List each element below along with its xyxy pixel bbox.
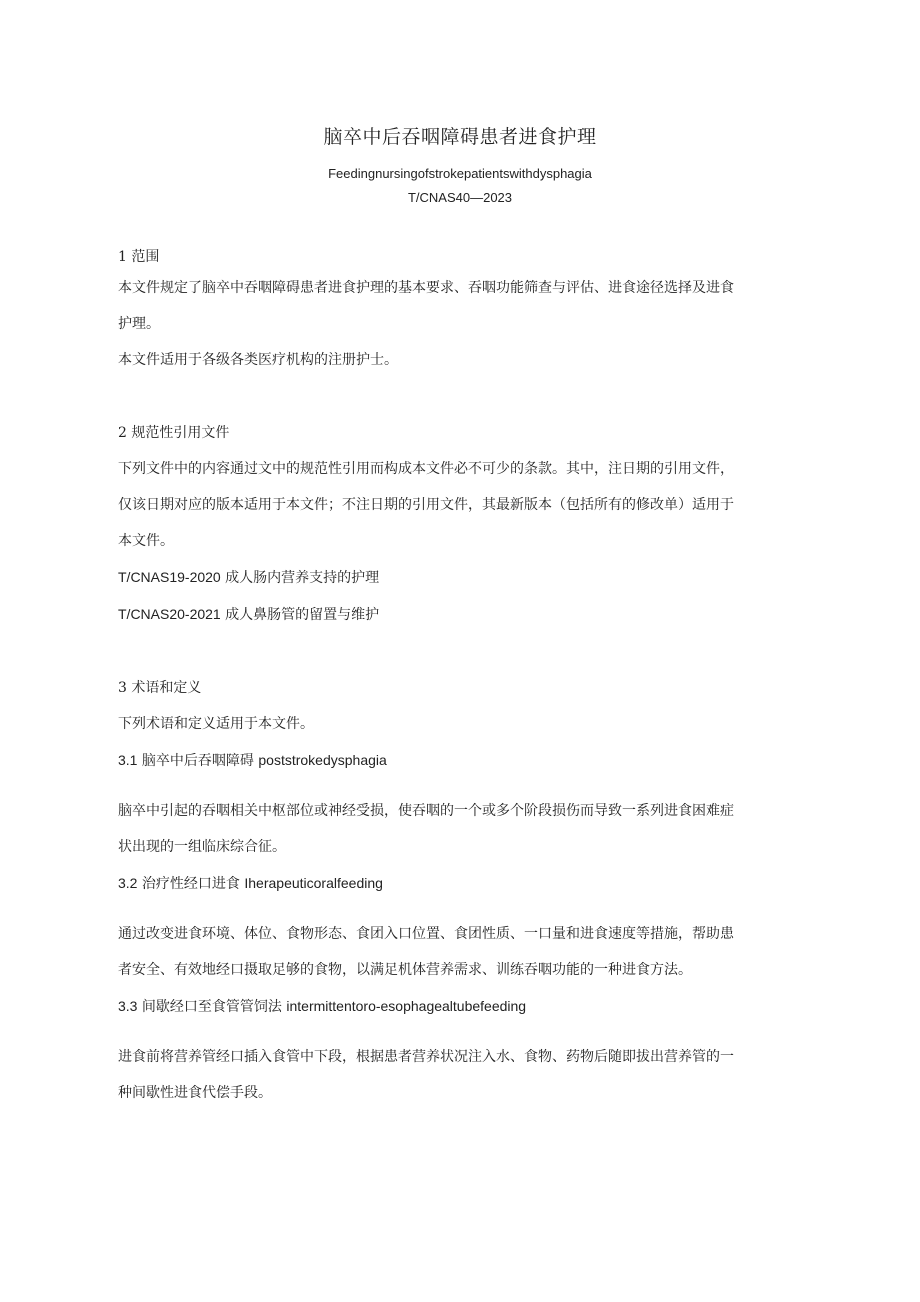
document-subtitle-en: Feedingnursingofstrokepatientswithdysphagia [328, 166, 592, 181]
reference-item [118, 559, 808, 596]
term-name-cn: 间歇经口至食管管饲法 [137, 999, 287, 1015]
section-1-heading: 1 范围 [118, 249, 160, 265]
section-1-paragraph-1-line-1: 本文件规定了脑卒中吞咽障碍患者进食护理的基本要求、吞咽功能筛查与评估、进食途径选择及进食 [118, 280, 734, 296]
term-definition-line-2: 种间歇性进食代偿手段。 [118, 1085, 272, 1101]
section-2-heading: 2 规范性引用文件 [118, 425, 230, 441]
term-number: 3.1 [118, 752, 138, 768]
term-number: 3.2 [118, 875, 138, 891]
term-name-cn: 治疗性经口进食 [137, 876, 245, 892]
section-2-paragraph-line-1: 下列文件中的内容通过文中的规范性引用而构成本文件必不可少的条款。其中，注日期的引用文件， [118, 461, 734, 477]
term-name-en: intermittentoro-esophagealtubefeeding [286, 998, 527, 1014]
term-name-en: poststrokedysphagia [258, 752, 387, 768]
term-heading [118, 865, 808, 902]
term-definition-line-1: 进食前将营养管经口插入食管中下段，根据患者营养状况注入水、食物、药物后随即拔出营养管的一 [118, 1049, 734, 1065]
term-definition-line-2: 状出现的一组临床综合征。 [118, 839, 286, 855]
term-definition-line-1: 通过改变进食环境、体位、食物形态、食团入口位置、食团性质、一口量和进食速度等措施，帮助患 [118, 926, 734, 942]
reference-code: T/CNAS19-2020 [118, 569, 221, 585]
term-heading [118, 742, 808, 779]
standard-number: T/CNAS40—2023 [407, 190, 513, 205]
document-title: 脑卒中后吞咽障碍患者进食护理 [323, 126, 597, 148]
section-1-paragraph-1-line-2: 护理。 [118, 316, 160, 332]
term-name-cn: 脑卒中后吞咽障碍 [137, 753, 259, 769]
section-3-intro: 下列术语和定义适用于本文件。 [118, 716, 314, 732]
term-definition-line-2: 者安全、有效地经口摄取足够的食物，以满足机体营养需求、训练吞咽功能的一种进食方法。 [118, 962, 692, 978]
document-body [118, 240, 808, 1111]
section-2-paragraph-line-3: 本文件。 [118, 533, 174, 549]
reference-item [118, 596, 808, 633]
reference-code: T/CNAS20-2021 [118, 606, 221, 622]
term-number: 3.3 [118, 998, 138, 1014]
term-heading [118, 988, 808, 1025]
term-definition-line-1: 脑卒中引起的吞咽相关中枢部位或神经受损，使吞咽的一个或多个阶段损伤而导致一系列进食困难症 [118, 803, 734, 819]
section-1-paragraph-2: 本文件适用于各级各类医疗机构的注册护士。 [118, 352, 398, 368]
reference-title: 成人肠内营养支持的护理 [220, 570, 380, 586]
section-2-paragraph-line-2: 仅该日期对应的版本适用于本文件；不注日期的引用文件，其最新版本（包括所有的修改单）适用于 [118, 497, 734, 513]
section-3-heading: 3 术语和定义 [118, 680, 202, 696]
reference-title: 成人鼻肠管的留置与维护 [220, 607, 380, 623]
term-name-en: Iherapeuticoralfeeding [244, 875, 383, 891]
